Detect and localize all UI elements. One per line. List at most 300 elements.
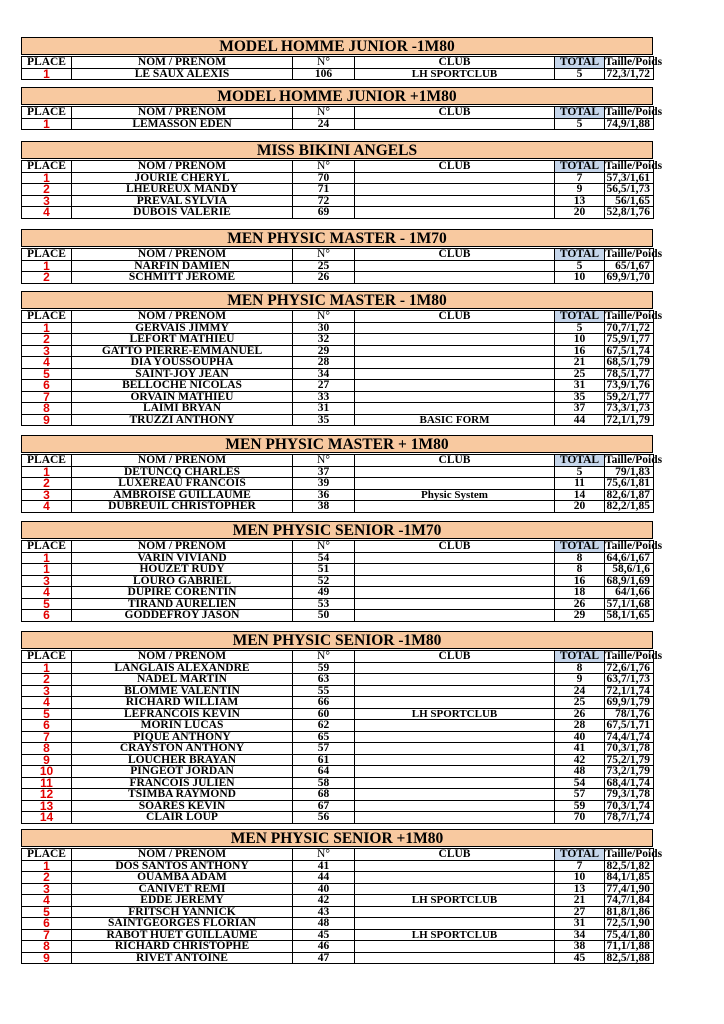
name-cell: SOARES KEVIN [72,800,293,812]
total-cell: 54 [555,777,605,789]
number-cell: 38 [293,501,355,513]
column-header-club: CLUB [355,249,555,261]
column-header-total: TOTAL [555,651,605,663]
number-cell: 27 [293,380,355,392]
total-cell: 48 [555,766,605,778]
total-cell: 10 [555,872,605,884]
club-cell [355,860,555,872]
total-cell: 41 [555,743,605,755]
table-row [22,598,654,610]
total-cell: 13 [555,883,605,895]
table-row [22,368,654,380]
size-weight-cell: 71,1/1,88 [605,941,654,953]
place-cell: 5 [22,598,72,610]
club-cell [355,777,555,789]
total-cell: 21 [555,895,605,907]
number-cell: 62 [293,720,355,732]
club-cell [355,184,555,196]
club-cell [355,345,555,357]
column-header-num: N° [293,57,355,69]
column-header-tp: Taille/Poids [605,540,663,553]
club-cell: LH SPORTCLUB [355,929,555,941]
number-cell: 43 [293,906,355,918]
number-cell: 46 [293,941,355,953]
club-cell [355,662,555,674]
results-table [21,160,663,220]
name-cell: RICHARD CHRISTOPHE [72,941,293,953]
category-title: MEN PHYSIC MASTER - 1M80 [21,291,653,309]
total-cell: 45 [555,952,605,964]
club-cell [355,743,555,755]
total-cell: 42 [555,754,605,766]
total-cell: 10 [555,334,605,346]
size-weight-cell: 75,2/1,79 [605,754,654,766]
column-header-total: TOTAL [555,541,605,553]
table-header-row [22,161,654,173]
table-row [22,195,654,207]
column-header-total: TOTAL [555,57,605,69]
name-cell: FRITSCH YANNICK [72,906,293,918]
club-cell [355,368,555,380]
size-weight-cell: 82,5/1,82 [605,860,654,872]
category-title: MISS BIKINI ANGELS [21,141,653,159]
table-header-row [22,651,654,663]
name-cell: LEMASSON EDEN [72,118,293,130]
column-header-place: PLACE [22,249,72,261]
club-cell [355,941,555,953]
category-block [21,291,663,427]
size-weight-cell: 69,9/1,70 [605,272,654,284]
name-cell: AMBROISE GUILLAUME [72,489,293,501]
table-header-row [22,311,654,323]
size-weight-cell: 52,8/1,76 [605,207,654,219]
place-cell: 1 [22,118,72,130]
name-cell: SAINT-JOY JEAN [72,368,293,380]
club-cell [355,501,555,513]
size-weight-cell: 70,7/1,72 [605,322,654,334]
place-cell: 2 [22,184,72,196]
results-table [21,248,663,285]
size-weight-cell: 75,6/1,81 [605,478,654,490]
total-cell: 70 [555,812,605,824]
place-cell: 11 [22,777,72,789]
column-header-place: PLACE [22,107,72,119]
number-cell: 68 [293,789,355,801]
size-weight-cell: 65/1,67 [605,260,654,272]
total-cell: 31 [555,380,605,392]
results-table [21,56,663,81]
place-cell: 1 [22,68,72,80]
table-row [22,800,654,812]
name-cell: DETUNCQ CHARLES [72,466,293,478]
total-cell: 8 [555,564,605,576]
category-block [21,229,663,285]
place-cell: 5 [22,906,72,918]
name-cell: LOURO GABRIEL [72,575,293,587]
table-row [22,272,654,284]
name-cell: LOUCHER BRAYAN [72,754,293,766]
table-row [22,118,654,130]
total-cell: 20 [555,207,605,219]
column-header-name: NOM / PRENOM [72,541,293,553]
club-cell [355,575,555,587]
club-cell [355,391,555,403]
place-cell: 13 [22,800,72,812]
number-cell: 71 [293,184,355,196]
number-cell: 37 [293,466,355,478]
total-cell: 59 [555,800,605,812]
club-cell [355,380,555,392]
column-header-name: NOM / PRENOM [72,57,293,69]
club-cell [355,610,555,622]
number-cell: 48 [293,918,355,930]
results-table [21,540,663,623]
name-cell: CANIVET REMI [72,883,293,895]
category-block [21,37,663,81]
column-header-name: NOM / PRENOM [72,107,293,119]
place-cell: 8 [22,743,72,755]
table-row [22,789,654,801]
total-cell: 16 [555,575,605,587]
category-block [21,435,663,514]
name-cell: LAIMI BRYAN [72,403,293,415]
table-row [22,674,654,686]
place-cell: 3 [22,685,72,697]
number-cell: 42 [293,895,355,907]
total-cell: 18 [555,587,605,599]
club-cell [355,906,555,918]
place-cell: 1 [22,322,72,334]
name-cell: TSIMBA RAYMOND [72,789,293,801]
name-cell: BLOMME VALENTIN [72,685,293,697]
column-header-total: TOTAL [555,849,605,861]
category-block [21,631,663,825]
column-header-tp: Taille/Poids [605,56,663,69]
place-cell: 4 [22,357,72,369]
club-cell [355,478,555,490]
total-cell: 25 [555,368,605,380]
place-cell: 2 [22,334,72,346]
size-weight-cell: 74,9/1,88 [605,118,654,130]
column-header-tp: Taille/Poids [605,106,663,119]
name-cell: DUBOIS VALERIE [72,207,293,219]
place-cell: 3 [22,345,72,357]
column-header-total: TOTAL [555,311,605,323]
number-cell: 56 [293,812,355,824]
number-cell: 60 [293,708,355,720]
table-row [22,766,654,778]
column-header-place: PLACE [22,849,72,861]
club-cell [355,322,555,334]
table-row [22,184,654,196]
name-cell: DOS SANTOS ANTHONY [72,860,293,872]
size-weight-cell: 64,6/1,67 [605,552,654,564]
place-cell: 6 [22,918,72,930]
total-cell: 26 [555,708,605,720]
table-row [22,662,654,674]
size-weight-cell: 57,1/1,68 [605,598,654,610]
name-cell: LEFRANCOIS KEVIN [72,708,293,720]
place-cell: 3 [22,883,72,895]
column-header-num: N° [293,541,355,553]
name-cell: PINGEOT JORDAN [72,766,293,778]
club-cell [355,466,555,478]
number-cell: 35 [293,414,355,426]
total-cell: 11 [555,478,605,490]
column-header-total: TOTAL [555,107,605,119]
column-header-tp: Taille/Poids [605,848,663,861]
table-row [22,754,654,766]
place-cell: 5 [22,708,72,720]
name-cell: LEFORT MATHIEU [72,334,293,346]
name-cell: NARFIN DAMIEN [72,260,293,272]
table-row [22,895,654,907]
number-cell: 24 [293,118,355,130]
place-cell: 7 [22,929,72,941]
column-header-tp: Taille/Poids [605,160,663,173]
place-cell: 1 [22,172,72,184]
table-row [22,478,654,490]
size-weight-cell: 67,5/1,71 [605,720,654,732]
size-weight-cell: 82,6/1,87 [605,489,654,501]
number-cell: 51 [293,564,355,576]
name-cell: LE SAUX ALEXIS [72,68,293,80]
club-cell: BASIC FORM [355,414,555,426]
total-cell: 16 [555,345,605,357]
column-header-club: CLUB [355,541,555,553]
total-cell: 9 [555,184,605,196]
category-title: MEN PHYSIC MASTER + 1M80 [21,435,653,453]
size-weight-cell: 73,2/1,79 [605,766,654,778]
size-weight-cell: 84,1/1,85 [605,872,654,884]
name-cell: JOURIE CHERYL [72,172,293,184]
results-table [21,848,663,965]
name-cell: CRAYSTON ANTHONY [72,743,293,755]
club-cell [355,272,555,284]
table-row [22,466,654,478]
total-cell: 5 [555,260,605,272]
place-cell: 1 [22,466,72,478]
club-cell [355,720,555,732]
table-row [22,552,654,564]
club-cell [355,918,555,930]
place-cell: 2 [22,872,72,884]
place-cell: 3 [22,489,72,501]
number-cell: 67 [293,800,355,812]
total-cell: 38 [555,941,605,953]
size-weight-cell: 79,3/1,78 [605,789,654,801]
column-header-place: PLACE [22,161,72,173]
number-cell: 70 [293,172,355,184]
club-cell: LH SPORTCLUB [355,708,555,720]
club-cell [355,872,555,884]
name-cell: MORIN LUCAS [72,720,293,732]
column-header-tp: Taille/Poids [605,454,663,467]
size-weight-cell: 79/1,83 [605,466,654,478]
table-row [22,860,654,872]
place-cell: 6 [22,380,72,392]
club-cell [355,195,555,207]
number-cell: 52 [293,575,355,587]
column-header-place: PLACE [22,651,72,663]
column-header-total: TOTAL [555,249,605,261]
category-title: MEN PHYSIC SENIOR -1M70 [21,521,653,539]
table-row [22,743,654,755]
number-cell: 45 [293,929,355,941]
total-cell: 24 [555,685,605,697]
column-header-club: CLUB [355,651,555,663]
column-header-place: PLACE [22,311,72,323]
table-row [22,929,654,941]
name-cell: DUBREUIL CHRISTOPHER [72,501,293,513]
number-cell: 55 [293,685,355,697]
table-header-row [22,455,654,467]
column-header-num: N° [293,455,355,467]
name-cell: LANGLAIS ALEXANDRE [72,662,293,674]
place-cell: 8 [22,941,72,953]
place-cell: 12 [22,789,72,801]
size-weight-cell: 75,9/1,77 [605,334,654,346]
club-cell [355,766,555,778]
club-cell [355,564,555,576]
table-row [22,918,654,930]
club-cell [355,685,555,697]
table-header-row [22,57,654,69]
name-cell: ORVAIN MATHIEU [72,391,293,403]
number-cell: 32 [293,334,355,346]
column-header-tp: Taille/Poids [605,248,663,261]
table-row [22,345,654,357]
place-cell: 6 [22,610,72,622]
table-row [22,357,654,369]
category-title: MODEL HOMME JUNIOR -1M80 [21,37,653,55]
category-title: MEN PHYSIC SENIOR +1M80 [21,829,653,847]
column-header-club: CLUB [355,161,555,173]
table-row [22,731,654,743]
place-cell: 3 [22,195,72,207]
total-cell: 29 [555,610,605,622]
size-weight-cell: 73,9/1,76 [605,380,654,392]
place-cell: 1 [22,564,72,576]
results-table [21,454,663,514]
club-cell [355,883,555,895]
club-cell [355,754,555,766]
name-cell: NADEL MARTIN [72,674,293,686]
results-table [21,650,663,825]
place-cell: 4 [22,501,72,513]
table-row [22,872,654,884]
size-weight-cell: 57,3/1,61 [605,172,654,184]
total-cell: 44 [555,414,605,426]
club-cell [355,172,555,184]
number-cell: 30 [293,322,355,334]
table-row [22,883,654,895]
table-row [22,610,654,622]
total-cell: 5 [555,68,605,80]
number-cell: 57 [293,743,355,755]
name-cell: BELLOCHE NICOLAS [72,380,293,392]
place-cell: 2 [22,272,72,284]
place-cell: 9 [22,952,72,964]
place-cell: 7 [22,391,72,403]
size-weight-cell: 72,5/1,90 [605,918,654,930]
club-cell [355,334,555,346]
size-weight-cell: 58,1/1,65 [605,610,654,622]
number-cell: 40 [293,883,355,895]
table-row [22,697,654,709]
table-row [22,812,654,824]
name-cell: CLAIR LOUP [72,812,293,824]
name-cell: TIRAND AURELIEN [72,598,293,610]
size-weight-cell: 68,5/1,79 [605,357,654,369]
column-header-num: N° [293,849,355,861]
place-cell: 2 [22,674,72,686]
name-cell: LHEUREUX MANDY [72,184,293,196]
table-header-row [22,541,654,553]
category-block [21,141,663,220]
table-row [22,777,654,789]
table-row [22,207,654,219]
club-cell [355,598,555,610]
total-cell: 5 [555,118,605,130]
size-weight-cell: 78,7/1,74 [605,812,654,824]
table-row [22,68,654,80]
size-weight-cell: 74,7/1,84 [605,895,654,907]
table-row [22,172,654,184]
category-title: MEN PHYSIC SENIOR -1M80 [21,631,653,649]
total-cell: 35 [555,391,605,403]
number-cell: 53 [293,598,355,610]
club-cell: LH SPORTCLUB [355,68,555,80]
table-row [22,952,654,964]
place-cell: 4 [22,207,72,219]
results-table [21,106,663,131]
name-cell: SCHMITT JEROME [72,272,293,284]
table-row [22,501,654,513]
table-row [22,489,654,501]
club-cell [355,812,555,824]
club-cell: LH SPORTCLUB [355,895,555,907]
column-header-total: TOTAL [555,161,605,173]
place-cell: 4 [22,697,72,709]
number-cell: 65 [293,731,355,743]
column-header-club: CLUB [355,311,555,323]
number-cell: 50 [293,610,355,622]
table-row [22,906,654,918]
column-header-tp: Taille/Poids [605,650,663,663]
column-header-name: NOM / PRENOM [72,849,293,861]
column-header-name: NOM / PRENOM [72,311,293,323]
name-cell: GERVAIS JIMMY [72,322,293,334]
name-cell: VARIN VIVIAND [72,552,293,564]
number-cell: 59 [293,662,355,674]
size-weight-cell: 72,3/1,72 [605,68,654,80]
place-cell: 14 [22,812,72,824]
total-cell: 21 [555,357,605,369]
total-cell: 25 [555,697,605,709]
place-cell: 5 [22,368,72,380]
category-block [21,829,663,965]
place-cell: 7 [22,731,72,743]
total-cell: 9 [555,674,605,686]
column-header-club: CLUB [355,849,555,861]
number-cell: 36 [293,489,355,501]
name-cell: PIQUE ANTHONY [72,731,293,743]
number-cell: 63 [293,674,355,686]
club-cell [355,260,555,272]
table-row [22,260,654,272]
column-header-num: N° [293,651,355,663]
